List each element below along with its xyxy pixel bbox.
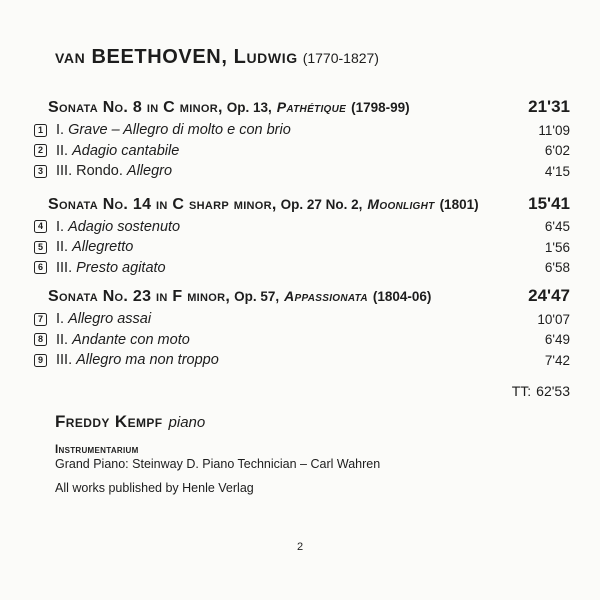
track-number-badge: 8	[34, 333, 47, 346]
track-row	[0, 237, 600, 258]
sonata-nickname: Pathétique	[276, 99, 347, 115]
artist-role: piano	[168, 414, 206, 431]
track-title	[56, 122, 538, 138]
track-number-badge: 3	[34, 165, 47, 178]
sonata-duration: 24'47	[528, 286, 570, 305]
track-title	[56, 352, 545, 368]
track-title	[56, 239, 545, 255]
movement-numeral: III.	[56, 352, 73, 369]
track-number-badge: 4	[34, 220, 47, 233]
track-list	[0, 97, 600, 371]
track-row	[0, 330, 600, 351]
track-row	[0, 161, 600, 182]
movement-tempo: Grave – Allegro di molto e con brio	[68, 122, 291, 139]
sonata-years: (1804-06)	[372, 289, 432, 304]
track-title	[56, 260, 545, 276]
sonata-nickname: Moonlight	[367, 195, 435, 212]
track-row	[0, 258, 600, 279]
sonata-years: (1801)	[439, 196, 479, 212]
track-duration: 10'07	[537, 311, 570, 327]
track-row	[0, 350, 600, 371]
track-title	[56, 219, 545, 235]
total-time	[512, 383, 570, 399]
composer-title	[55, 46, 379, 69]
track-number-badge: 1	[34, 124, 47, 137]
sonata-heading	[0, 194, 600, 217]
track-title	[56, 332, 545, 348]
total-time-value: 62'53	[536, 383, 570, 399]
total-time-label: TT:	[511, 383, 532, 399]
publisher-note: All works published by Henle Verlag	[55, 481, 254, 495]
track-row	[0, 120, 600, 141]
track-duration: 1'56	[544, 239, 570, 255]
movement-tempo: Adagio cantabile	[72, 142, 180, 159]
sonata-opus: Op. 13,	[226, 100, 272, 115]
composer-name: van BEETHOVEN, Ludwig	[55, 46, 298, 68]
sonata-heading	[0, 97, 600, 120]
track-duration: 7'42	[544, 352, 570, 368]
movement-tempo: Andante con moto	[72, 331, 190, 348]
track-duration: 6'58	[544, 260, 570, 276]
track-number-badge: 2	[34, 144, 47, 157]
track-duration: 11'09	[538, 122, 570, 138]
movement-tempo: Presto agitato	[76, 259, 166, 276]
section-spacer	[0, 182, 600, 194]
sonata-opus: Op. 27 No. 2,	[280, 196, 363, 212]
movement-numeral: III.	[56, 259, 73, 276]
movement-tempo: Allegro assai	[68, 311, 152, 328]
track-row	[0, 141, 600, 162]
movement-numeral: I.	[56, 311, 65, 328]
movement-numeral: II.	[56, 331, 69, 348]
movement-numeral: III. Rondo.	[56, 163, 123, 180]
track-duration: 4'15	[544, 163, 570, 179]
credits-block	[55, 444, 380, 495]
artist-line	[55, 412, 205, 432]
movement-numeral: II.	[56, 142, 69, 159]
sonata-heading	[0, 286, 600, 309]
track-title	[56, 311, 537, 327]
instrumentarium-detail: Grand Piano: Steinway D. Piano Technician – Carl Wahren	[55, 457, 381, 471]
movement-tempo: Adagio sostenuto	[68, 218, 181, 235]
track-row	[0, 309, 600, 330]
movement-tempo: Allegro	[126, 163, 173, 180]
track-number-badge: 6	[34, 261, 47, 274]
sonata-duration: 15'41	[528, 193, 570, 213]
sonata-heading-text	[48, 288, 431, 306]
sonata-name: Sonata No. 14 in C sharp minor,	[48, 195, 277, 213]
sonata-heading-text	[48, 196, 479, 214]
track-duration: 6'49	[544, 332, 570, 348]
track-duration: 6'02	[544, 143, 570, 159]
movement-tempo: Allegro ma non troppo	[76, 352, 219, 369]
sonata-duration: 21'31	[528, 97, 570, 116]
track-title	[56, 163, 545, 179]
sonata-name: Sonata No. 23 in F minor,	[48, 288, 231, 305]
track-row	[0, 217, 600, 238]
sonata-name: Sonata No. 8 in C minor,	[48, 99, 223, 116]
section-spacer	[0, 278, 600, 286]
movement-tempo: Allegretto	[72, 239, 134, 256]
page-number: 2	[296, 541, 304, 553]
sonata-opus: Op. 57,	[234, 289, 280, 304]
track-number-badge: 7	[34, 313, 47, 326]
composer-years: (1770-1827)	[302, 50, 379, 66]
artist-name: Freddy Kempf	[55, 412, 163, 431]
sonata-nickname: Appassionata	[284, 288, 368, 304]
movement-numeral: I.	[56, 218, 65, 235]
instrumentarium-label: Instrumentarium	[55, 444, 139, 456]
movement-numeral: II.	[56, 239, 69, 256]
track-number-badge: 5	[34, 241, 47, 254]
track-number-badge: 9	[34, 354, 47, 367]
sonata-heading-text	[48, 99, 410, 117]
track-title	[56, 143, 545, 159]
track-duration: 6'45	[544, 219, 570, 235]
sonata-years: (1798-99)	[351, 100, 410, 115]
movement-numeral: I.	[56, 122, 65, 139]
